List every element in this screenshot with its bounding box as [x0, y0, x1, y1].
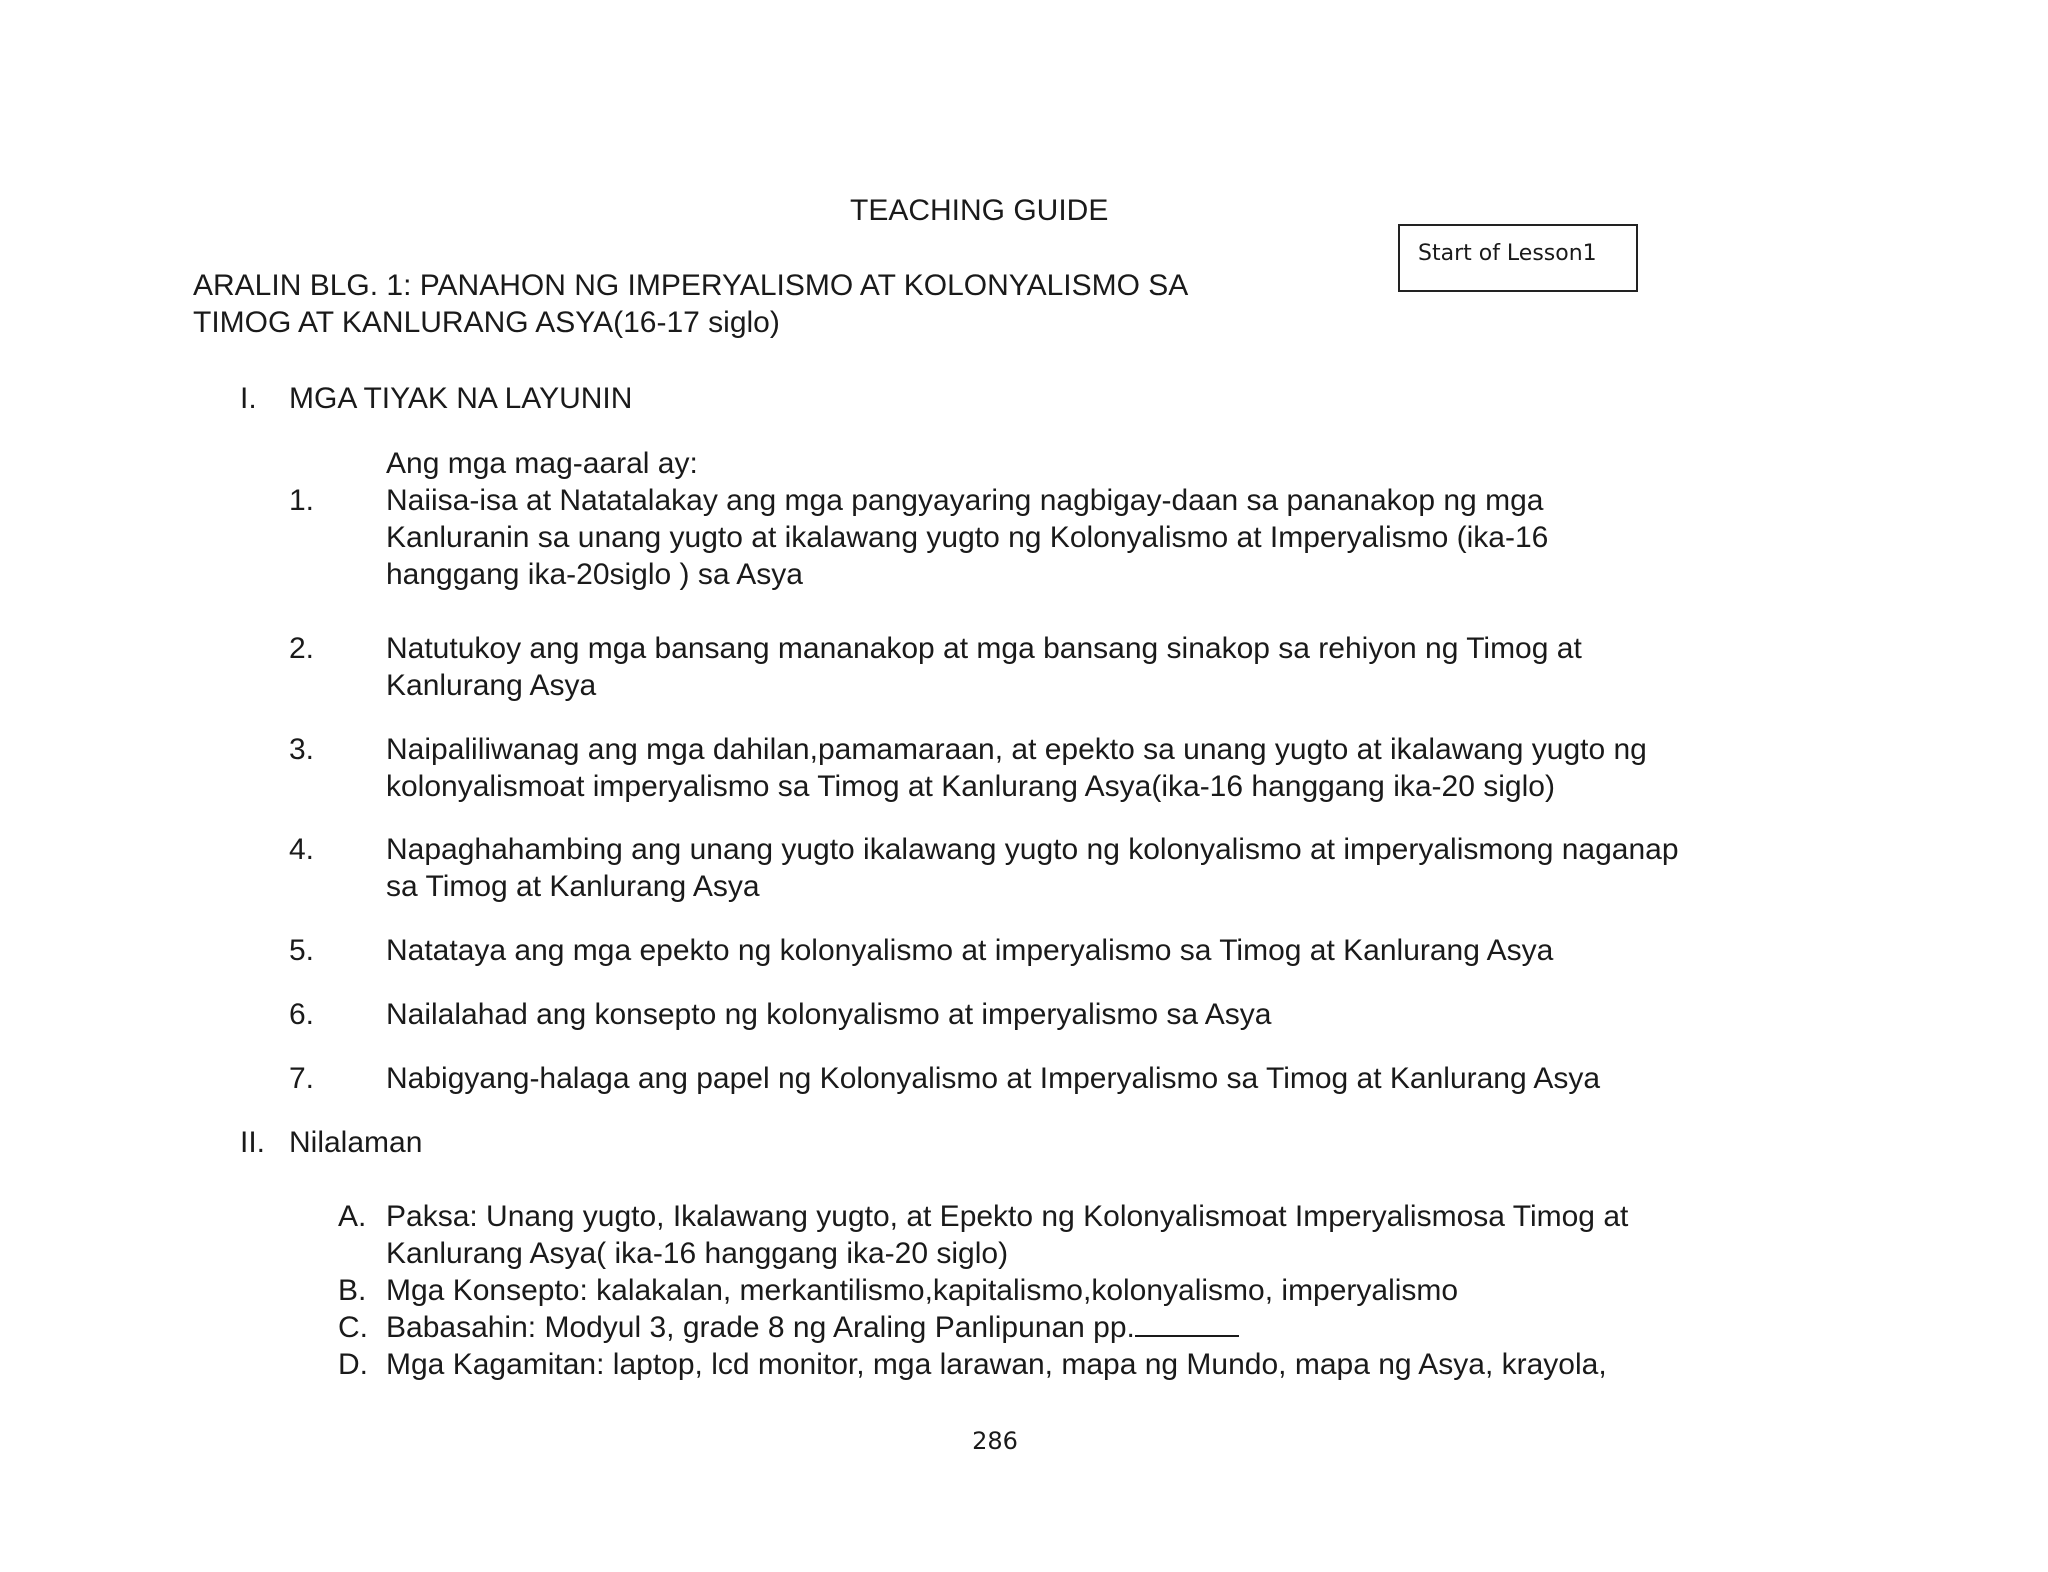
- fill-in-blank-line: [1135, 1309, 1239, 1337]
- section-2-number: II.: [240, 1126, 266, 1159]
- start-of-lesson-box: [1398, 224, 1638, 292]
- lesson-title-line-2: TIMOG AT KANLURANG ASYA(16-17 siglo): [193, 306, 780, 339]
- content-item-text-with-blank: [386, 1309, 1239, 1346]
- objective-number: 7.: [289, 1062, 315, 1095]
- section-1-number: I.: [240, 382, 257, 415]
- objective-number: 4.: [289, 833, 315, 866]
- content-item-letter: D.: [338, 1348, 368, 1381]
- objective-number: 3.: [289, 733, 315, 766]
- lesson-title-line-1: ARALIN BLG. 1: PANAHON NG IMPERYALISMO AT KOLONYALISMO SA: [193, 269, 1189, 302]
- objective-text: Nabigyang-halaga ang papel ng Kolonyalismo at Imperyalismo sa Timog at Kanlurang Asya: [386, 1062, 1601, 1095]
- objective-text: Kanluranin sa unang yugto at ikalawang yugto ng Kolonyalismo at Imperyalismo (ika-16: [386, 521, 1549, 554]
- objective-text: sa Timog at Kanlurang Asya: [386, 870, 760, 903]
- objective-text: Kanlurang Asya: [386, 669, 597, 702]
- content-item-letter: A.: [338, 1200, 367, 1233]
- objective-text: kolonyalismoat imperyalismo sa Timog at Kanlurang Asya(ika-16 hanggang ika-20 siglo): [386, 770, 1555, 803]
- content-item-text: Kanlurang Asya( ika-16 hanggang ika-20 siglo): [386, 1237, 1009, 1270]
- objectives-intro: Ang mga mag-aaral ay:: [386, 447, 698, 480]
- content-item-letter: C.: [338, 1311, 368, 1344]
- objective-text: Naipaliliwanag ang mga dahilan,pamamaraan, at epekto sa unang yugto at ikalawang yugto ng: [386, 733, 1647, 766]
- content-item-text: Mga Kagamitan: laptop, lcd monitor, mga larawan, mapa ng Mundo, mapa ng Asya, krayola,: [386, 1348, 1607, 1381]
- objective-text: Natutukoy ang mga bansang mananakop at mga bansang sinakop sa rehiyon ng Timog at: [386, 632, 1582, 665]
- page-title: TEACHING GUIDE: [850, 194, 1109, 227]
- section-1-heading: MGA TIYAK NA LAYUNIN: [289, 382, 633, 415]
- content-item-text: Paksa: Unang yugto, Ikalawang yugto, at Epekto ng Kolonyalismoat Imperyalismosa Timog at: [386, 1200, 1629, 1233]
- content-item-letter: B.: [338, 1274, 367, 1307]
- objective-number: 2.: [289, 632, 315, 665]
- content-item-text: Babasahin: Modyul 3, grade 8 ng Araling Panlipunan pp.: [386, 1311, 1135, 1344]
- objective-number: 5.: [289, 934, 315, 967]
- objective-text: Natataya ang mga epekto ng kolonyalismo at imperyalismo sa Timog at Kanlurang Asya: [386, 934, 1554, 967]
- objective-text: Napaghahambing ang unang yugto ikalawang yugto ng kolonyalismo at imperyalismong naganap: [386, 833, 1679, 866]
- objective-number: 1.: [289, 484, 315, 517]
- objective-number: 6.: [289, 998, 315, 1031]
- objective-text: hanggang ika-20siglo ) sa Asya: [386, 558, 803, 591]
- content-item-text: Mga Konsepto: kalakalan, merkantilismo,kapitalismo,kolonyalismo, imperyalismo: [386, 1274, 1459, 1307]
- objective-text: Naiisa-isa at Natatalakay ang mga pangyayaring nagbigay-daan sa pananakop ng mga: [386, 484, 1544, 517]
- start-of-lesson-label: Start of Lesson1: [1418, 241, 1597, 266]
- page-number: 286: [972, 1427, 1018, 1455]
- objective-text: Nailalahad ang konsepto ng kolonyalismo at imperyalismo sa Asya: [386, 998, 1272, 1031]
- section-2-heading: Nilalaman: [289, 1126, 423, 1159]
